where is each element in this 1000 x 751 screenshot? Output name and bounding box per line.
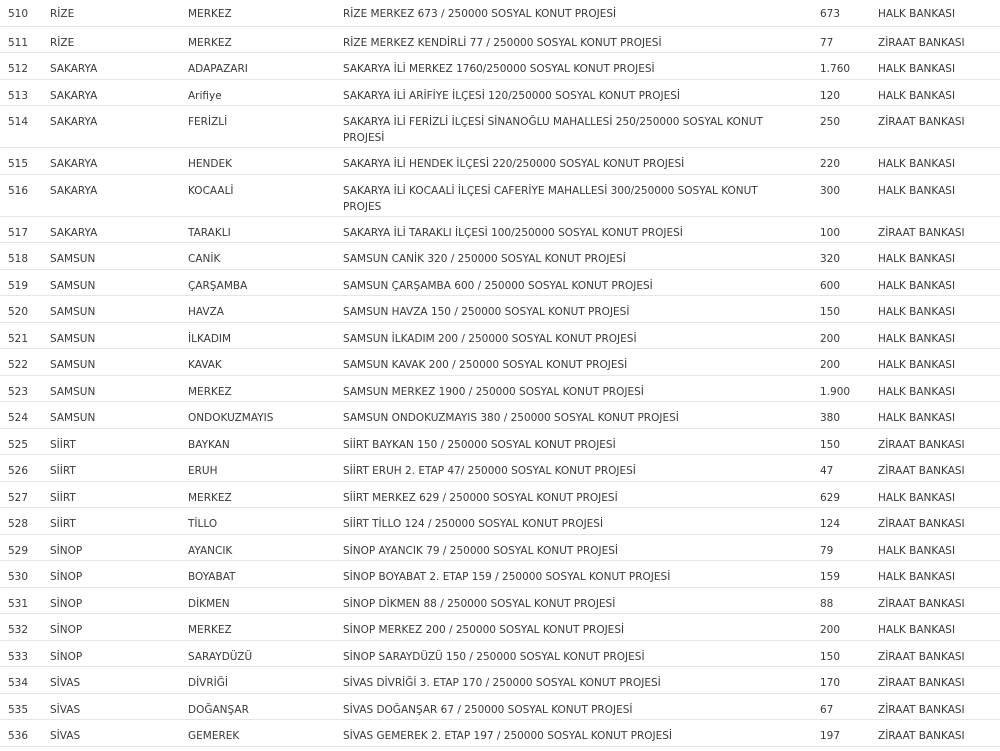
district-cell: MERKEZ	[188, 8, 232, 20]
project-name-cell: SAKARYA İLİ FERİZLİ İLÇESİ SİNANOĞLU MAHALLESİ 250/250000 SOSYAL KONUT PROJESİ	[343, 116, 763, 144]
project-name-cell: SİNOP AYANCIK 79 / 250000 SOSYAL KONUT PROJESİ	[343, 544, 619, 557]
district-cell: AYANCIK	[188, 544, 233, 557]
row-number: 514	[8, 116, 29, 128]
housing-count-cell: 600	[820, 279, 841, 292]
row-number: 526	[8, 465, 29, 477]
district-cell: Arifiye	[188, 89, 222, 102]
province-cell: SAMSUN	[50, 385, 96, 398]
row-number: 513	[8, 89, 29, 102]
row-number: 533	[8, 650, 29, 663]
bank-cell: HALK BANKASI	[878, 253, 956, 265]
province-cell: SİNOP	[50, 650, 83, 663]
project-name-cell: RİZE MERKEZ KENDİRLİ 77 / 250000 SOSYAL KONUT PROJESİ	[343, 36, 662, 49]
housing-count-cell: 150	[820, 438, 841, 451]
project-name-cell: SİNOP BOYABAT 2. ETAP 159 / 250000 SOSYAL KONUT PROJESİ	[343, 571, 671, 583]
project-name-cell: SİVAS GEMEREK 2. ETAP 197 / 250000 SOSYAL KONUT PROJESİ	[343, 730, 673, 742]
housing-count-cell: 380	[820, 412, 841, 424]
project-name-cell: SİVAS DOĞANŞAR 67 / 250000 SOSYAL KONUT PROJESİ	[343, 703, 633, 716]
table-row	[0, 323, 1000, 350]
housing-count-cell: 197	[820, 730, 841, 742]
district-cell: ONDOKUZMAYIS	[188, 412, 274, 424]
province-cell: SAKARYA	[50, 158, 98, 170]
province-cell: SİNOP	[50, 571, 83, 583]
row-number: 524	[8, 412, 29, 424]
table-row	[0, 243, 1000, 270]
province-cell: SAMSUN	[50, 359, 96, 371]
project-name-cell: SİNOP SARAYDÜZÜ 150 / 250000 SOSYAL KONUT PROJESİ	[343, 650, 645, 663]
row-number: 532	[8, 624, 29, 636]
province-cell: SİNOP	[50, 624, 83, 636]
table-row	[0, 106, 1000, 148]
province-cell: SİİRT	[50, 465, 76, 477]
project-name-cell: SAKARYA İLİ HENDEK İLÇESİ 220/250000 SOSYAL KONUT PROJESİ	[343, 158, 685, 170]
table-row	[0, 175, 1000, 217]
row-number: 510	[8, 8, 29, 20]
province-cell: SİVAS	[50, 730, 81, 742]
housing-count-cell: 120	[820, 89, 841, 102]
row-number: 511	[8, 36, 29, 49]
project-name-cell: SAKARYA İLİ MERKEZ 1760/250000 SOSYAL KONUT PROJESİ	[343, 63, 655, 75]
district-cell: KOCAALİ	[188, 184, 234, 197]
province-cell: SAKARYA	[50, 89, 98, 102]
province-cell: SAMSUN	[50, 253, 96, 265]
project-name-cell: SAKARYA İLİ TARAKLI İLÇESİ 100/250000 SOSYAL KONUT PROJESİ	[343, 226, 683, 239]
province-cell: RİZE	[50, 8, 75, 20]
district-cell: TARAKLI	[188, 226, 231, 239]
housing-count-cell: 150	[820, 650, 841, 663]
bank-cell: ZİRAAT BANKASI	[878, 116, 965, 128]
province-cell: RİZE	[50, 36, 75, 49]
table-row	[0, 588, 1000, 615]
project-name-cell: SİİRT BAYKAN 150 / 250000 SOSYAL KONUT PROJESİ	[343, 438, 616, 451]
table-row	[0, 0, 1000, 27]
province-cell: SİİRT	[50, 491, 76, 504]
housing-count-cell: 159	[820, 571, 841, 583]
row-number: 519	[8, 279, 29, 292]
bank-cell: HALK BANKASI	[878, 624, 956, 636]
bank-cell: ZİRAAT BANKASI	[878, 597, 965, 610]
housing-count-cell: 150	[820, 306, 841, 318]
table-row	[0, 535, 1000, 562]
bank-cell: HALK BANKASI	[878, 412, 956, 424]
project-name-cell: SAKARYA İLİ KOCAALİ İLÇESİ CAFERİYE MAHALLESİ 300/250000 SOSYAL KONUT PROJES	[343, 184, 758, 213]
table-row	[0, 429, 1000, 456]
province-cell: SİİRT	[50, 518, 76, 530]
district-cell: TİLLO	[188, 518, 218, 530]
row-number: 518	[8, 253, 29, 265]
table-row	[0, 296, 1000, 323]
province-cell: SİİRT	[50, 438, 76, 451]
bank-cell: HALK BANKASI	[878, 8, 956, 20]
table-row	[0, 482, 1000, 509]
bank-cell: ZİRAAT BANKASI	[878, 226, 965, 239]
district-cell: BOYABAT	[188, 571, 236, 583]
housing-count-cell: 170	[820, 677, 841, 689]
bank-cell: HALK BANKASI	[878, 491, 956, 504]
district-cell: ERUH	[188, 465, 218, 477]
row-number: 522	[8, 359, 29, 371]
row-number: 530	[8, 571, 29, 583]
project-name-cell: SAKARYA İLİ ARİFİYE İLÇESİ 120/250000 SOSYAL KONUT PROJESİ	[343, 89, 680, 102]
project-name-cell: SAMSUN CANİK 320 / 250000 SOSYAL KONUT PROJESİ	[343, 253, 626, 265]
district-cell: ÇARŞAMBA	[188, 279, 248, 292]
housing-count-cell: 77	[820, 36, 834, 49]
housing-count-cell: 320	[820, 253, 841, 265]
bank-cell: HALK BANKASI	[878, 359, 956, 371]
bank-cell: HALK BANKASI	[878, 184, 956, 197]
province-cell: SAMSUN	[50, 332, 96, 345]
district-cell: MERKEZ	[188, 36, 232, 49]
district-cell: FERİZLİ	[188, 116, 228, 128]
project-name-cell: SAMSUN HAVZA 150 / 250000 SOSYAL KONUT PROJESİ	[343, 306, 630, 318]
housing-count-cell: 1.760	[820, 63, 851, 75]
table-row	[0, 614, 1000, 641]
row-number: 528	[8, 518, 29, 530]
project-name-cell: SİNOP MERKEZ 200 / 250000 SOSYAL KONUT PROJESİ	[343, 624, 625, 636]
bank-cell: HALK BANKASI	[878, 571, 956, 583]
district-cell: BAYKAN	[188, 438, 230, 451]
province-cell: SİNOP	[50, 544, 83, 557]
project-name-cell: SİNOP DİKMEN 88 / 250000 SOSYAL KONUT PROJESİ	[343, 597, 616, 610]
row-number: 512	[8, 63, 29, 75]
bank-cell: HALK BANKASI	[878, 332, 956, 345]
province-cell: SAMSUN	[50, 279, 96, 292]
row-number: 527	[8, 491, 29, 504]
bank-cell: ZİRAAT BANKASI	[878, 36, 965, 49]
row-number: 517	[8, 226, 29, 239]
row-number: 521	[8, 332, 29, 345]
housing-count-cell: 47	[820, 465, 834, 477]
table-row	[0, 376, 1000, 403]
housing-count-cell: 300	[820, 184, 841, 197]
province-cell: SAKARYA	[50, 116, 98, 128]
table-row	[0, 349, 1000, 376]
bank-cell: HALK BANKASI	[878, 306, 956, 318]
province-cell: SAKARYA	[50, 63, 98, 75]
housing-count-cell: 250	[820, 116, 841, 128]
bank-cell: ZİRAAT BANKASI	[878, 465, 965, 477]
housing-count-cell: 100	[820, 226, 841, 239]
row-number: 535	[8, 703, 29, 716]
district-cell: DOĞANŞAR	[188, 703, 249, 716]
province-cell: SAKARYA	[50, 226, 98, 239]
district-cell: KAVAK	[188, 359, 222, 371]
row-number: 536	[8, 730, 29, 742]
project-name-cell: SAMSUN ÇARŞAMBA 600 / 250000 SOSYAL KONUT PROJESİ	[343, 279, 653, 292]
row-number: 525	[8, 438, 29, 451]
table-row	[0, 80, 1000, 107]
housing-count-cell: 200	[820, 359, 841, 371]
row-number: 515	[8, 158, 29, 170]
table-row	[0, 270, 1000, 297]
bank-cell: HALK BANKASI	[878, 158, 956, 170]
table-row	[0, 694, 1000, 721]
table-row	[0, 53, 1000, 80]
bank-cell: ZİRAAT BANKASI	[878, 650, 965, 663]
project-name-cell: SİİRT TİLLO 124 / 250000 SOSYAL KONUT PROJESİ	[343, 518, 604, 530]
province-cell: SAKARYA	[50, 184, 98, 197]
row-number: 534	[8, 677, 29, 689]
bank-cell: HALK BANKASI	[878, 63, 956, 75]
province-cell: SİNOP	[50, 597, 83, 610]
table-row	[0, 508, 1000, 535]
district-cell: MERKEZ	[188, 385, 232, 398]
table-row	[0, 667, 1000, 694]
project-name-cell: SAMSUN KAVAK 200 / 250000 SOSYAL KONUT PROJESİ	[343, 359, 628, 371]
housing-count-cell: 1.900	[820, 385, 851, 398]
housing-count-cell: 200	[820, 624, 841, 636]
table-row	[0, 217, 1000, 244]
province-cell: SİVAS	[50, 703, 81, 716]
bank-cell: ZİRAAT BANKASI	[878, 730, 965, 742]
row-number: 520	[8, 306, 29, 318]
district-cell: DİKMEN	[188, 597, 230, 610]
district-cell: GEMEREK	[188, 730, 240, 742]
district-cell: SARAYDÜZÜ	[188, 650, 253, 663]
project-name-cell: SAMSUN ONDOKUZMAYIS 380 / 250000 SOSYAL KONUT PROJESİ	[343, 412, 679, 424]
bank-cell: ZİRAAT BANKASI	[878, 438, 965, 451]
bank-cell: ZİRAAT BANKASI	[878, 703, 965, 716]
project-name-cell: SİİRT ERUH 2. ETAP 47/ 250000 SOSYAL KONUT PROJESİ	[343, 465, 636, 477]
table-row	[0, 720, 1000, 747]
bank-cell: HALK BANKASI	[878, 89, 956, 102]
project-name-cell: SİVAS DİVRİĞİ 3. ETAP 170 / 250000 SOSYAL KONUT PROJESİ	[343, 677, 661, 689]
bank-cell: ZİRAAT BANKASI	[878, 677, 965, 689]
district-cell: ADAPAZARI	[188, 63, 248, 75]
bank-cell: HALK BANKASI	[878, 544, 956, 557]
row-number: 523	[8, 385, 29, 398]
district-cell: HAVZA	[188, 306, 224, 318]
table-row	[0, 455, 1000, 482]
province-cell: SİVAS	[50, 677, 81, 689]
district-cell: CANİK	[188, 253, 221, 265]
table-row	[0, 402, 1000, 429]
table-row	[0, 148, 1000, 175]
table-row	[0, 27, 1000, 54]
row-number: 516	[8, 184, 29, 197]
row-number: 529	[8, 544, 29, 557]
project-name-cell: SAMSUN İLKADIM 200 / 250000 SOSYAL KONUT PROJESİ	[343, 332, 637, 345]
bank-cell: HALK BANKASI	[878, 279, 956, 292]
housing-count-cell: 673	[820, 8, 841, 20]
project-name-cell: SAMSUN MERKEZ 1900 / 250000 SOSYAL KONUT PROJESİ	[343, 385, 644, 398]
district-cell: DİVRİĞİ	[188, 677, 228, 689]
housing-count-cell: 220	[820, 158, 841, 170]
district-cell: MERKEZ	[188, 491, 232, 504]
district-cell: MERKEZ	[188, 624, 232, 636]
project-name-cell: RİZE MERKEZ 673 / 250000 SOSYAL KONUT PROJESİ	[343, 8, 617, 20]
housing-count-cell: 124	[820, 518, 841, 530]
housing-count-cell: 200	[820, 332, 841, 345]
table-row	[0, 561, 1000, 588]
housing-count-cell: 79	[820, 544, 834, 557]
bank-cell: HALK BANKASI	[878, 385, 956, 398]
province-cell: SAMSUN	[50, 412, 96, 424]
bank-cell: ZİRAAT BANKASI	[878, 518, 965, 530]
district-cell: HENDEK	[188, 158, 232, 170]
housing-count-cell: 88	[820, 597, 834, 610]
table-row	[0, 641, 1000, 668]
district-cell: İLKADIM	[188, 332, 232, 345]
housing-count-cell: 629	[820, 491, 841, 504]
province-cell: SAMSUN	[50, 306, 96, 318]
project-name-cell: SİİRT MERKEZ 629 / 250000 SOSYAL KONUT PROJESİ	[343, 491, 618, 504]
housing-count-cell: 67	[820, 703, 834, 716]
row-number: 531	[8, 597, 29, 610]
